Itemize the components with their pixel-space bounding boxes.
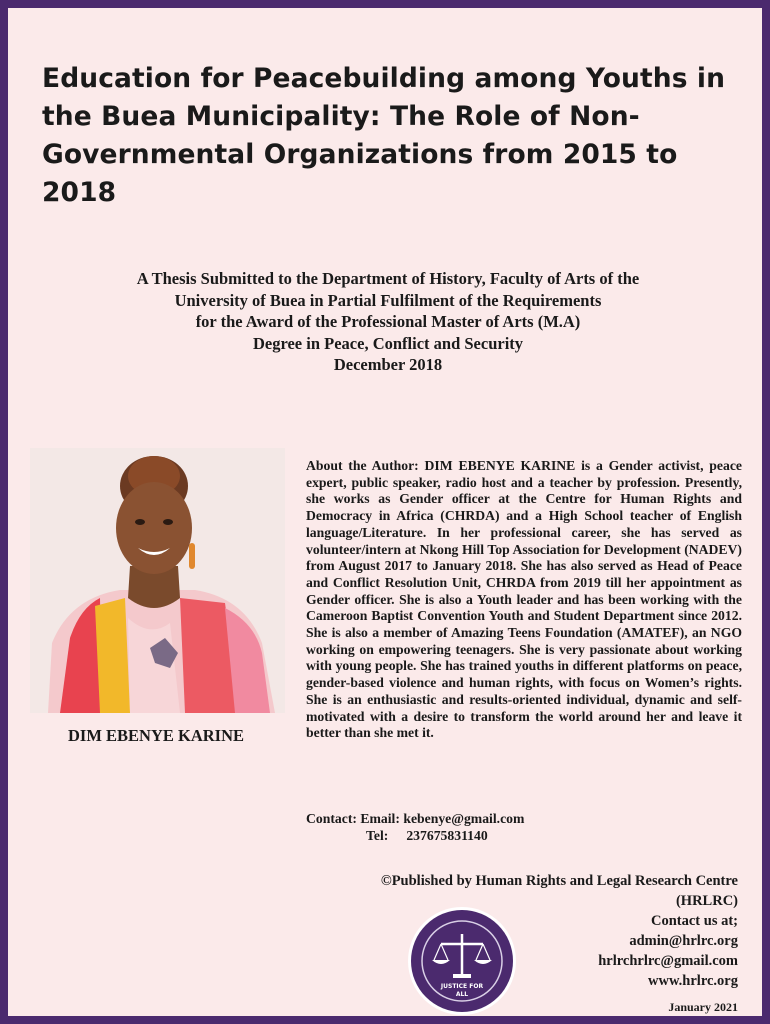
svg-text:JUSTICE FOR: JUSTICE FOR — [440, 983, 484, 990]
thesis-line: University of Buea in Partial Fulfilment of the Requirements — [174, 290, 602, 310]
thesis-statement — [48, 268, 728, 376]
author-name-caption: DIM EBENYE KARINE — [68, 726, 245, 745]
publisher-website: www.hrlrc.org — [648, 973, 738, 989]
publisher-email: admin@hrlrc.org — [629, 933, 738, 949]
publisher-email-alt: hrlrchrlrc@gmail.com — [598, 953, 738, 969]
thesis-date: December 2018 — [333, 355, 443, 374]
author-contact — [306, 810, 524, 844]
publisher-info — [298, 871, 738, 991]
tel-row — [306, 827, 524, 844]
email-label: Contact: Email: — [306, 811, 400, 826]
publisher-line: ©Published by Human Rights and Legal Research Centre — [380, 873, 738, 889]
book-title: Education for Peacebuilding among Youths in the Buea Municipality: The Role of Non-Governmental Organizations from 2015 to 2018 — [42, 63, 726, 208]
cover-page — [8, 8, 762, 1016]
thesis-line: A Thesis Submitted to the Department of History, Faculty of Arts of the — [136, 269, 640, 288]
author-portrait-image — [30, 448, 285, 713]
publication-date: January 2021 — [668, 1000, 738, 1014]
publisher-acronym: (HRLRC) — [675, 893, 738, 909]
thesis-line: Degree in Peace, Conflict and Security — [252, 333, 524, 353]
svg-text:ALL: ALL — [455, 991, 469, 998]
tel-value: 237675831140 — [406, 828, 488, 843]
contact-heading: Contact us at; — [651, 913, 738, 929]
about-author-text: About the Author: DIM EBENYE KARINE is a Gender activist, peace expert, public speaker, radio host and a teacher by profession. Presently, she works as Gender officer at the Centre for Human Rights and Democracy in Africa (CHRDA) and a High School teacher of English language/Literature. In her professional career, she has served as volunteer/intern at Nkong Hill Top Association for Development (NADEV) from August 2017 to January 2018. She has also served as Head of Peace and Conflict Resolution Unit, CHRDA from 2019 till her appointment as Gender officer. She is also a Youth leader and has been working with the Cameroon Baptist Convention Youth and Student Department since 2012. She is also a member of Amazing Teens Foundation (AMATEF), an NGO working on empowering teenagers. She is very passionate about working with young people. She has trained youths in different platforms on peace, gender-based violence and human rights, with focus on Women’s rights. She is an enthusiastic and results-oriented individual, dynamic and self-motivated with a desire to transform the world around her and leave it better than she met it. — [306, 458, 742, 741]
thesis-line: for the Award of the Professional Master of Arts (M.A) — [195, 312, 581, 331]
author-photo — [30, 448, 285, 713]
email-row — [306, 810, 524, 827]
email-value: kebenye@gmail.com — [403, 811, 525, 826]
tel-label: Tel: — [366, 828, 389, 843]
hrlrc-logo — [407, 906, 517, 1016]
